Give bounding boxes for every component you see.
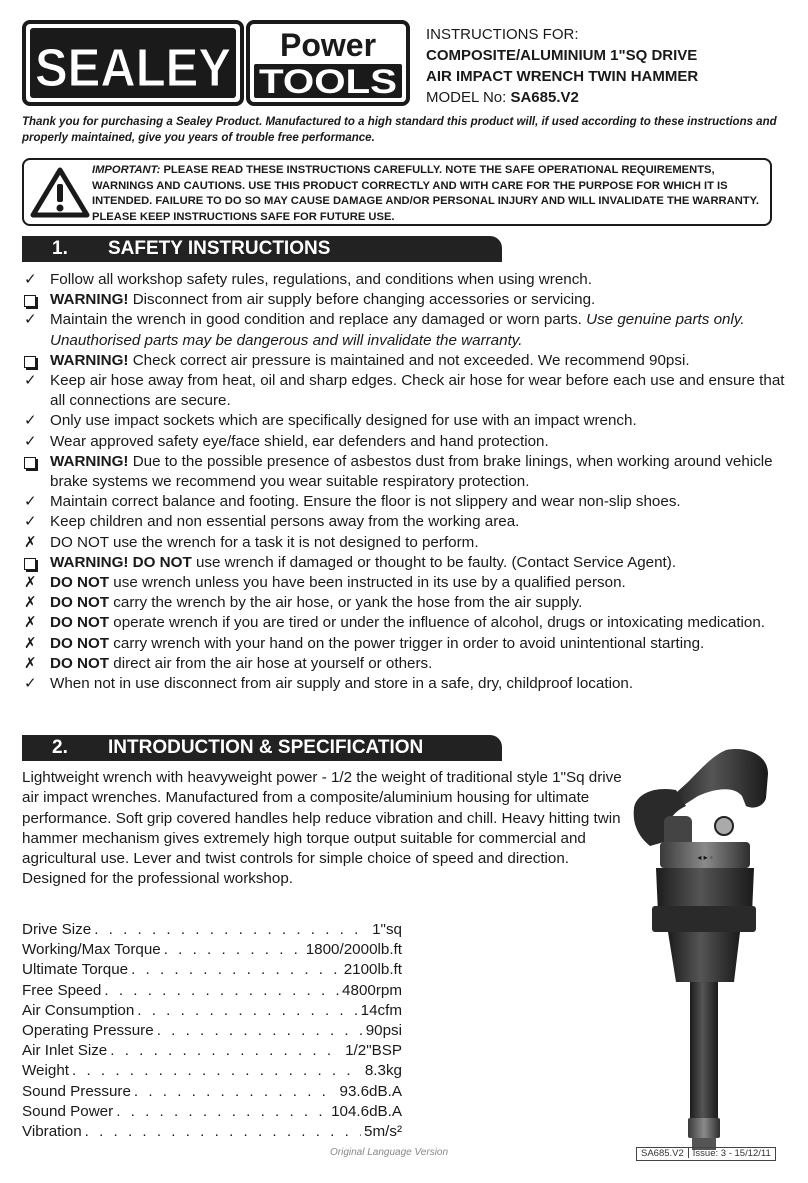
- specification-list: [22, 920, 402, 1142]
- spec-value: 1800/2000lb.ft: [305, 941, 402, 959]
- cross-icon: ✗: [24, 533, 37, 551]
- safety-item: [22, 270, 792, 290]
- warning-box-icon: [24, 558, 36, 570]
- spec-row: [22, 940, 402, 960]
- spec-value: 104.6dB.A: [331, 1102, 402, 1120]
- check-icon: ✓: [24, 513, 37, 531]
- spec-value: 14cfm: [360, 1001, 402, 1019]
- spec-label: Sound Power: [22, 1102, 114, 1120]
- safety-item-text: Only use impact sockets which are specifically designed for use with an impact wrench.: [50, 412, 637, 430]
- original-language-note: Original Language Version: [330, 1147, 449, 1158]
- safety-item: [22, 512, 792, 532]
- safety-item-text: Check correct air pressure is maintained and not exceeded. We recommend 90psi.: [128, 351, 690, 369]
- spec-value: 90psi: [365, 1021, 402, 1039]
- safety-item: [22, 432, 792, 452]
- cross-icon: ✗: [24, 614, 37, 632]
- logo-power: Power: [279, 27, 377, 63]
- section2-title: INTRODUCTION & SPECIFICATION: [108, 737, 424, 758]
- spec-row: [22, 1041, 402, 1061]
- spec-value: 4800rpm: [342, 981, 402, 999]
- safety-item: [22, 553, 792, 573]
- safety-item-text: carry wrench with your hand on the power trigger in order to avoid unintentional starting.: [109, 634, 705, 652]
- safety-item-text: Maintain correct balance and footing. Ensure the floor is not slippery and wear non-slip shoes.: [50, 493, 681, 511]
- spec-row: [22, 960, 402, 980]
- spec-row: [22, 1061, 402, 1081]
- safety-item-note: Use genuine parts only. Unauthorised parts may be dangerous and will invalidate the warranty.: [50, 311, 745, 349]
- safety-item-emphasis: DO NOT: [50, 634, 110, 652]
- logo-brand: SEALEY: [35, 38, 231, 98]
- safety-item: [22, 452, 792, 492]
- safety-instructions-list: [22, 270, 792, 694]
- safety-item-text: Due to the possible presence of asbestos dust from brake linings, when working around vehicle brake systems we recommend you wear suitable respiratory protection.: [50, 452, 773, 491]
- warning-triangle-icon: [30, 166, 90, 218]
- safety-item-text: Disconnect from air supply before changing accessories or servicing.: [128, 291, 596, 309]
- safety-item-emphasis: WARNING! DO NOT: [50, 553, 192, 571]
- spec-row: [22, 1001, 402, 1021]
- spec-label: Vibration: [22, 1122, 82, 1140]
- footer-issue: Issue: 3 - 15/12/11: [692, 1148, 771, 1159]
- safety-item: [22, 674, 792, 694]
- spec-label: Working/Max Torque: [22, 941, 161, 959]
- cross-icon: ✗: [24, 654, 37, 672]
- spec-value: 2100lb.ft: [343, 961, 402, 979]
- spec-label: Sound Pressure: [22, 1082, 131, 1100]
- safety-item: [22, 492, 792, 512]
- important-notice: [22, 158, 772, 226]
- safety-item: [22, 533, 792, 553]
- spec-leader-dots: [134, 1082, 337, 1102]
- safety-item-emphasis: DO NOT: [50, 614, 110, 632]
- check-icon: ✓: [24, 675, 37, 693]
- safety-item-text: Follow all workshop safety rules, regulations, and conditions when using wrench.: [50, 271, 592, 288]
- safety-item: [22, 634, 792, 654]
- spec-value: 5m/s²: [364, 1122, 402, 1140]
- safety-item-text: Wear approved safety eye/face shield, ear defenders and hand protection.: [50, 432, 549, 450]
- section2-header: [22, 735, 502, 761]
- spec-value: 93.6dB.A: [339, 1082, 402, 1100]
- cross-icon: ✗: [24, 594, 37, 612]
- safety-item-text: Maintain the wrench in good condition and replace any damaged or worn parts.: [50, 311, 587, 329]
- spec-value: 1/2"BSP: [345, 1042, 402, 1060]
- check-icon: ✓: [24, 432, 37, 450]
- document-header: [426, 24, 796, 108]
- important-text: [92, 163, 764, 225]
- spec-row: [22, 920, 402, 940]
- spec-label: Air Consumption: [22, 1001, 135, 1019]
- spec-label: Operating Pressure: [22, 1021, 154, 1039]
- safety-item: [22, 654, 792, 674]
- check-icon: ✓: [24, 493, 37, 511]
- safety-item-emphasis: WARNING!: [50, 351, 129, 369]
- check-icon: ✓: [24, 271, 37, 288]
- safety-item: [22, 351, 792, 371]
- section1-number: 1.: [52, 238, 68, 259]
- safety-item: [22, 310, 792, 350]
- spec-leader-dots: [137, 1001, 357, 1021]
- cross-icon: ✗: [24, 634, 37, 652]
- section2-number: 2.: [52, 737, 68, 758]
- safety-item-emphasis: DO NOT: [50, 594, 110, 612]
- cross-icon: ✗: [24, 574, 37, 592]
- warning-box-icon: [24, 457, 36, 469]
- spec-leader-dots: [104, 981, 339, 1001]
- safety-item-text: direct air from the air hose at yourself or others.: [109, 654, 433, 672]
- check-icon: ✓: [24, 412, 37, 430]
- safety-item: [22, 411, 792, 431]
- spec-value: 8.3kg: [364, 1062, 402, 1080]
- spec-leader-dots: [110, 1041, 342, 1061]
- spec-leader-dots: [157, 1021, 363, 1041]
- introduction-text: Lightweight wrench with heavyweight power - 1/2 the weight of traditional style 1"Sq drive air impact wrenches. Manufactured from a composite/aluminium housing for ultimate performance. Soft grip covered handles help reduce vibration and chill. Heavy hitting twin hammer mechanism gives extremely high torque output suitable for commercial and agricultural use. Lever and twist controls for simple choice of speed and direction. Designed for the professional workshop.: [22, 769, 622, 888]
- model-label: MODEL No:: [426, 89, 511, 106]
- spec-label: Drive Size: [22, 921, 92, 938]
- spec-label: Weight: [22, 1062, 69, 1080]
- issue-badge: [636, 1147, 776, 1161]
- safety-item-text: use wrench if damaged or thought to be faulty. (Contact Service Agent).: [191, 553, 677, 571]
- important-body: PLEASE READ THESE INSTRUCTIONS CAREFULLY. NOTE THE SAFE OPERATIONAL REQUIREMENTS, WARNINGS AND CAUTIONS. USE THIS PRODUCT CORRECTLY AND WITH CARE FOR THE PURPOSE FOR WHICH IT IS INTENDED. FAILURE TO DO SO MAY CAUSE DAMAGE AND/OR PERSONAL INJURY AND WILL INVALIDATE THE WARRANTY. PLEASE KEEP INSTRUCTIONS SAFE FOR FUTURE USE.: [92, 164, 759, 223]
- safety-item-emphasis: WARNING!: [50, 291, 129, 309]
- footer-model: SA685.V2: [641, 1148, 684, 1159]
- spec-row: [22, 1102, 402, 1122]
- safety-item-emphasis: DO NOT: [50, 654, 110, 672]
- spec-label: Free Speed: [22, 981, 102, 999]
- spec-leader-dots: [72, 1061, 362, 1081]
- spec-leader-dots: [116, 1102, 328, 1122]
- thank-you-text: Thank you for purchasing a Sealey Product. Manufactured to a high standard this product will, if used according to these instructions and properly maintained, give you years of trouble free performance.: [22, 116, 777, 144]
- impact-wrench-image: [606, 746, 796, 1156]
- spec-leader-dots: [131, 960, 341, 980]
- model-number: SA685.V2: [510, 89, 579, 106]
- spec-label: Air Inlet Size: [22, 1042, 108, 1060]
- spec-value: 1"sq: [372, 921, 402, 938]
- safety-item: [22, 290, 792, 310]
- safety-item-text: Keep children and non essential persons away from the working area.: [50, 513, 520, 531]
- logo-tools: TOOLS: [259, 63, 397, 101]
- safety-item-text: operate wrench if you are tired or under the influence of alcohol, drugs or intoxicating medication.: [109, 614, 766, 632]
- spec-label: Ultimate Torque: [22, 961, 129, 979]
- header-product-line2: AIR IMPACT WRENCH TWIN HAMMER: [426, 68, 699, 85]
- check-icon: ✓: [24, 311, 37, 329]
- header-product-line1: COMPOSITE/ALUMINIUM 1"SQ DRIVE: [426, 47, 698, 64]
- safety-item-text: DO NOT use the wrench for a task it is not designed to perform.: [50, 533, 479, 551]
- spec-row: [22, 1082, 402, 1102]
- important-lead: IMPORTANT:: [92, 164, 161, 176]
- spec-row: [22, 1122, 402, 1142]
- safety-item: [22, 573, 792, 593]
- safety-item-text: carry the wrench by the air hose, or yank the hose from the air supply.: [109, 594, 583, 612]
- warning-box-icon: [24, 356, 36, 368]
- safety-item-emphasis: DO NOT: [50, 574, 110, 592]
- spec-leader-dots: [164, 940, 303, 960]
- check-icon: ✓: [24, 372, 37, 390]
- safety-item-text: When not in use disconnect from air supply and store in a safe, dry, childproof location.: [50, 675, 634, 693]
- safety-item-text: Keep air hose away from heat, oil and sharp edges. Check air hose for wear before each use and ensure that all connections are secure.: [50, 372, 785, 410]
- safety-item-emphasis: WARNING!: [50, 452, 129, 470]
- safety-item: [22, 613, 792, 633]
- sealey-power-tools-logo: [22, 18, 410, 108]
- section1-header: [22, 236, 502, 262]
- safety-item-text: use wrench unless you have been instructed in its use by a qualified person.: [109, 574, 626, 592]
- spec-row: [22, 981, 402, 1001]
- safety-item: [22, 371, 792, 411]
- header-instructions-for: INSTRUCTIONS FOR:: [426, 26, 579, 43]
- safety-item: [22, 593, 792, 613]
- section1-title: SAFETY INSTRUCTIONS: [108, 238, 331, 259]
- svg-text:◂ ▸ ◦: ◂ ▸ ◦: [697, 853, 713, 862]
- spec-leader-dots: [94, 920, 369, 940]
- warning-box-icon: [24, 295, 36, 307]
- spec-leader-dots: [85, 1122, 361, 1142]
- spec-row: [22, 1021, 402, 1041]
- header-model: [426, 87, 796, 108]
